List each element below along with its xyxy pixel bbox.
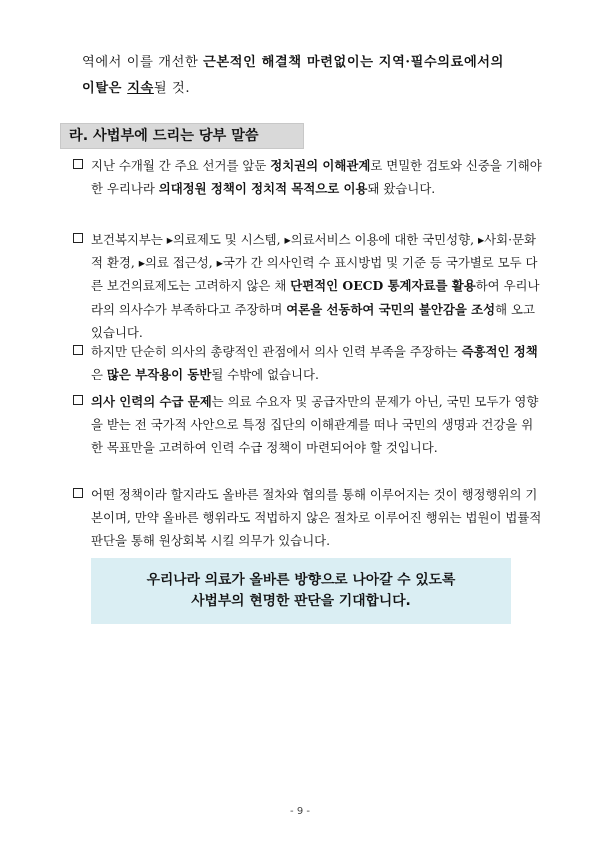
closing-statement-box [91, 558, 511, 624]
page-number: - 9 - [290, 806, 310, 817]
intro-text-1: 역에서 이를 개선한 [82, 55, 204, 70]
item-text: 보건복지부는 ▸의료제도 및 시스템, ▸의료서비스 이용에 대한 국민성향, ▸사회·문화적 환경, ▸의료 접근성, ▸국가 간 의사인력 수 표시방법 및 기준 등 국가별로 모두 다른 보건의료제도는 고려하지 않은 채 단편적인 OECD 통계자료를 활용하여 우리나라의 의사수가 부족하다고 주장하며 여론을 선동하여 국민의 불안감을 조성해 오고 있습니다. [91, 232, 540, 340]
bullet-item-3 [73, 340, 543, 386]
item-text: 의사 인력의 수급 문제는 의료 수요자 및 공급자만의 문제가 아닌, 국민 모두가 영향을 받는 전 국가적 사안으로 특정 집단의 이해관계를 떠나 국민의 생명과 건강을 위한 목표만을 고려하여 인력 수급 정책이 마련되어야 할 것입니다. [91, 394, 539, 456]
bullet-item-5 [73, 483, 543, 553]
bullet-item-1 [73, 154, 543, 200]
closing-line-1: 우리나라 의료가 올바른 방향으로 나아갈 수 있도록 [146, 572, 456, 588]
item-text: 지난 수개월 간 주요 선거를 앞둔 정치권의 이해관계로 면밀한 검토와 신중을 기해야 한 우리나라 의대정원 정책이 정치적 목적으로 이용돼 왔습니다. [91, 158, 542, 197]
checkbox-bullet-icon [73, 488, 83, 498]
intro-text-5: 될 것. [153, 81, 191, 96]
checkbox-bullet-icon [73, 395, 83, 405]
checkbox-bullet-icon [73, 345, 83, 355]
item-text: 어떤 정책이라 할지라도 올바른 절차와 협의를 통해 이루어지는 것이 행정행위의 기본이며, 만약 올바른 행위라도 적법하지 않은 절차로 이루어진 행위는 법원이 법률적 판단을 통해 원상회복 시킬 의무가 있습니다. [91, 487, 542, 549]
section-heading: 라. 사법부에 드리는 당부 말씀 [60, 123, 304, 149]
closing-line-2: 사법부의 현명한 판단을 기대합니다. [191, 593, 411, 609]
item-text: 하지만 단순히 의사의 총량적인 관점에서 의사 인력 부족을 주장하는 즉흥적인 정책은 많은 부작용이 동반될 수밖에 없습니다. [91, 344, 538, 383]
intro-text-2: 근본적인 해결책 마련없이는 지역·필수의료에서의 [203, 55, 504, 70]
intro-paragraph [82, 50, 542, 102]
checkbox-bullet-icon [73, 233, 83, 243]
bullet-item-2 [73, 228, 543, 344]
intro-text-4: 지속 [127, 81, 154, 96]
checkbox-bullet-icon [73, 159, 83, 169]
bullet-item-4 [73, 390, 543, 460]
intro-text-3: 이탈은 [82, 81, 128, 96]
